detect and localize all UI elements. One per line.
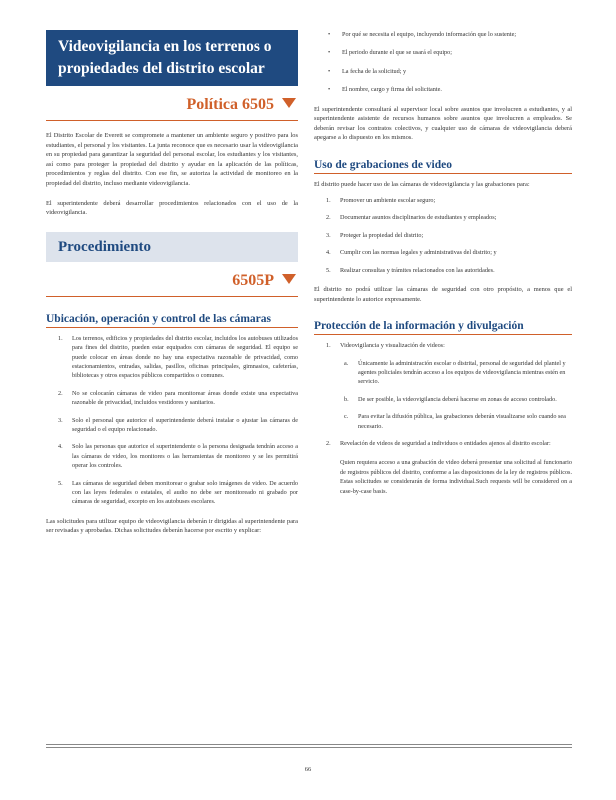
triangle-down-icon (282, 274, 296, 284)
title-line-1: Videovigilancia en los terrenos o (58, 38, 272, 55)
policy-divider (46, 120, 298, 121)
list-item: a. Únicamente la administración escolar o distrital, personal de seguridad del plantel y agentes policiales tendrán acceso a los equipos de videovigilancia mientras estén en servicio. (344, 359, 566, 386)
procedure-label-row (46, 272, 298, 294)
left-column (46, 30, 298, 542)
right-column (314, 30, 572, 502)
protection-inset: Quien requiera acceso a una grabación de video deberá presentar una solicitud al funcionario de registros públicos del distrito, conforme a las disposiciones de la ley de registros públicos. Estas solicitudes se considerarán de forma individual.Such requests will be considered on a case-by-case basis. (340, 459, 572, 495)
use-heading: Uso de grabaciones de video (314, 159, 572, 174)
page-number: 66 (304, 766, 312, 773)
cameras-list (46, 334, 298, 507)
title-line-2: propiedades del distrito escolar (58, 60, 265, 77)
footer-divider (46, 747, 572, 748)
protection-heading: Protección de la información y divulgación (314, 320, 572, 335)
procedure-banner (46, 232, 298, 262)
footer-divider (46, 744, 572, 745)
policy-label-row (46, 96, 298, 118)
list-item: • El nombre, cargo y firma del solicitante. (328, 86, 442, 94)
list-item: c. Para evitar la difusión pública, las grabaciones deberán visualizarse solo cuando sea necesario. (344, 413, 566, 430)
procedure-label: 6505P (232, 271, 274, 289)
list-item: 2. Documentar asuntos disciplinarios de estudiantes y empleados; (326, 214, 497, 222)
list-item: 1. Los terrenos, edificios y propiedades del distrito escolar, incluidos los autobuses utilizados para fines del distrito, pueden estar equipados con cámaras de seguridad. El equipo se puede colocar en áreas donde no hay una expectativa razonable de privacidad, como estacionamientos, entradas, salidas, pasillos, oficinas principales, gimnasios, cafeterías, bibliotecas y otros espacios públicos compartidos o comunes. (58, 334, 298, 380)
consult-paragraph: El superintendente consultará al supervisor local sobre asuntos que involucren a estudiantes, y al superintendente asistente de recursos humanos sobre asuntos que involucren a empleados. Se deberán revisar los contratos colectivos, y cualquier uso de cámaras de videovigilancia deberá apegarse a lo dispuesto en los mismos. (314, 105, 572, 142)
list-item: b. De ser posible, la videovigilancia deberá hacerse en zonas de acceso controlado. (344, 395, 557, 403)
use-intro: El distrito puede hacer uso de las cámaras de videovigilancia y las grabaciones para: (314, 181, 530, 188)
use-list (314, 196, 572, 275)
cameras-heading: Ubicación, operación y control de las cámaras (46, 313, 298, 328)
requests-paragraph: Las solicitudes para utilizar equipo de videovigilancia deberán ir dirigidas al superintendente para ser revisadas y aprobadas. Dichas solicitudes deberán hacerse por escrito y explicar: (46, 517, 298, 535)
list-item: • El periodo durante el que se usará el equipo; (328, 49, 452, 57)
list-item: • La fecha de la solicitud; y (328, 67, 407, 75)
protection-list-2 (314, 439, 572, 448)
list-item: 1. Videovigilancia y visualización de videos: (326, 342, 445, 350)
intro-paragraph-1: El Distrito Escolar de Everett se compromete a mantener un ambiente seguro y positivo para los estudiantes, el personal y los visitantes. La junta reconoce que es necesario usar la videovigilancia en su propiedad para garantizar la seguridad del personal escolar, los estudiantes y los visitantes, así como para proteger la propiedad del distrito y ayudar en la aplicación de las políticas, procedimientos y reglas del distrito. Con ese fin, se autoriza la actividad de monitoreo en la propiedad del distrito, incluso mediante videovigilancia. (46, 132, 298, 187)
procedure-divider (46, 296, 298, 297)
list-item: 4. Cumplir con las normas legales y administrativas del distrito; y (326, 249, 497, 257)
list-item: • Por qué se necesita el equipo, incluyendo información que lo sustente; (328, 31, 517, 38)
list-item: 3. Proteger la propiedad del distrito; (326, 231, 424, 239)
list-item: 5. Realizar consultas y trámites relacionados con las autoridades. (326, 266, 495, 274)
list-item: 5. Las cámaras de seguridad deben monitorear o grabar solo imágenes de video. De acuerdo con las leyes federales o estatales, el audio no debe ser monitoreado ni grabado por cámaras de seguridad, excepto en los autobuses escolares. (58, 479, 298, 506)
list-item: 1. Promover un ambiente escolar seguro; (326, 196, 436, 204)
list-item: 4. Solo las personas que autorice el superintendente o la persona designada tendrán acceso a las cámaras de video, los monitores o las herramientas de monitoreo y se les permitirá operar los controles. (58, 443, 298, 470)
list-item: 2. No se colocarán cámaras de video para monitorear áreas donde existe una expectativa razonable de privacidad, incluidos vestidores y sanitarios. (58, 389, 298, 407)
explain-list (314, 30, 572, 95)
protection-sub-list (314, 359, 572, 431)
list-item: 3. Solo el personal que autorice el superintendente deberá instalar o ajustar las cámaras de seguridad o el equipo relacionado. (58, 416, 298, 433)
title-banner (46, 30, 298, 86)
protection-list (314, 341, 572, 350)
policy-label: Política 6505 (186, 96, 274, 113)
intro-paragraph-2: El superintendente deberá desarrollar procedimientos relacionados con el uso de la videovigilancia. (46, 199, 298, 217)
use-closing: El distrito no podrá utilizar las cámaras de seguridad con otro propósito, a menos que el superintendente lo autorice expresamente. (314, 286, 572, 303)
triangle-down-icon (282, 98, 296, 108)
procedure-heading: Procedimiento (58, 238, 152, 255)
list-item: 2. Revelación de videos de seguridad a individuos o entidades ajenos al distrito escolar: (326, 440, 551, 448)
